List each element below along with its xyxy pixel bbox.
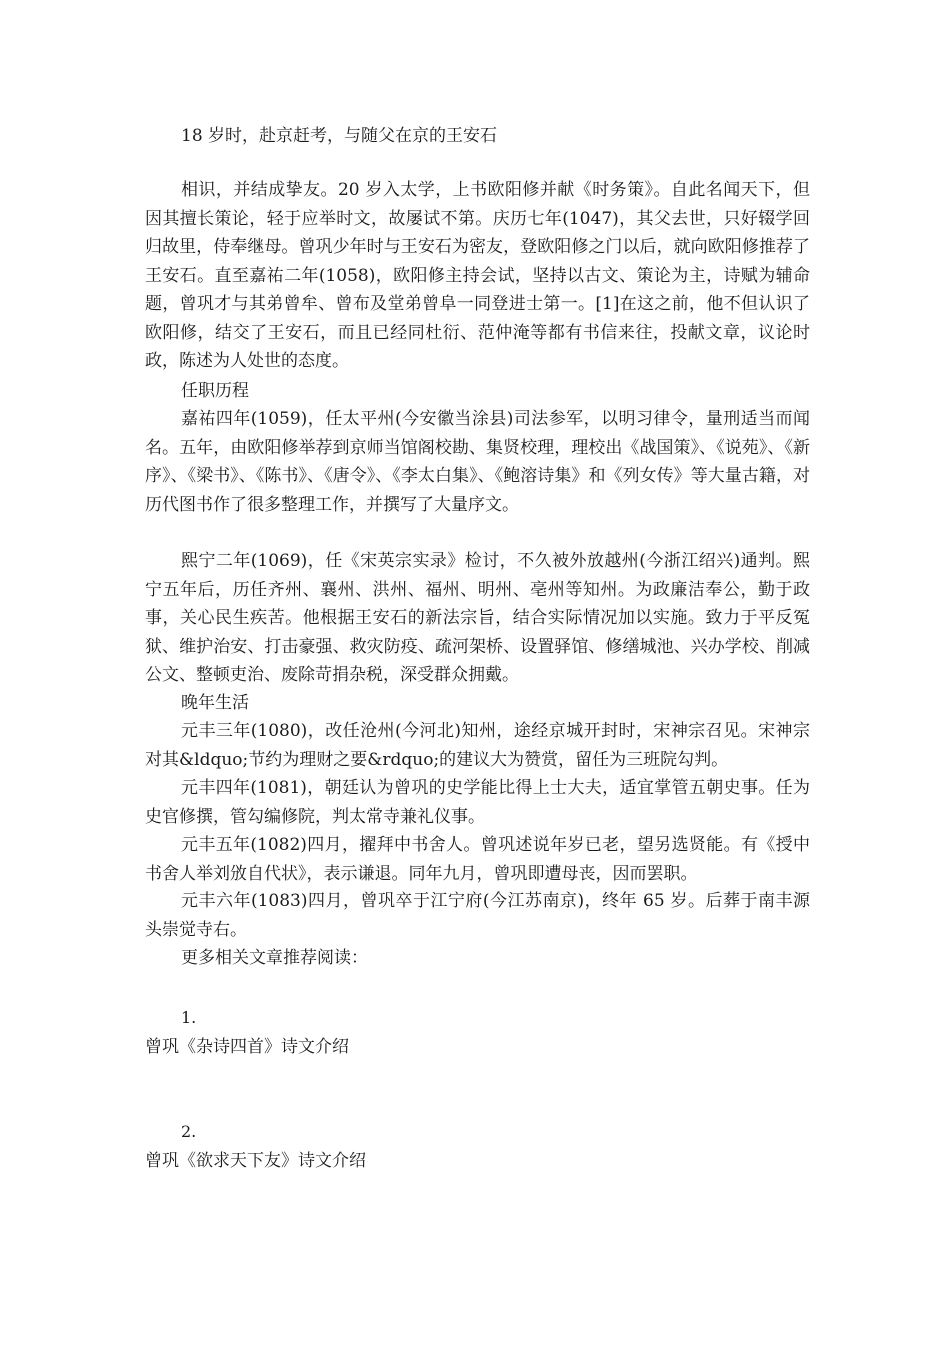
related-item-number: 2. <box>181 1122 197 1141</box>
paragraph-late-3: 元丰五年(1082)四月，擢拜中书舍人。曾巩述说年岁已老，望另选贤能。有《授中书舍人举刘攽自代状》，表示谦退。同年九月，曾巩即遭母丧，因而罢职。 <box>145 835 810 884</box>
section-heading-late-life: 晚年生活 <box>181 693 249 713</box>
paragraph-late-4: 元丰六年(1083)四月，曾巩卒于江宁府(今江苏南京)，终年 65 岁。后葬于南丰源头崇觉寺右。 <box>145 891 810 940</box>
intro-line: 18 岁时，赴京赶考，与随父在京的王安石 <box>181 126 498 146</box>
paragraph-career-2: 熙宁二年(1069)，任《宋英宗实录》检讨，不久被外放越州(今浙江绍兴)通判。熙宁五年后，历任齐州、襄州、洪州、福州、明州、亳州等知州。为政廉洁奉公，勤于政事，关心民生疾苦。他根据王安石的新法宗旨，结合实际情况加以实施。致力于平反冤狱、维护治安、打击豪强、救灾防疫、疏河架桥、设置驿馆、修缮城池、兴办学校、削减公文、整顿吏治、废除苛捐杂税，深受群众拥戴。 <box>145 551 810 685</box>
paragraph-career-1: 嘉祐四年(1059)，任太平州(今安徽当涂县)司法参军，以明习律令，量刑适当而闻名。五年，由欧阳修举荐到京师当馆阁校勘、集贤校理，理校出《战国策》、《说苑》、《新序》、《梁书》、《陈书》、《唐令》、《李太白集》、《鲍溶诗集》和《列女传》等大量古籍，对历代图书作了很多整理工作，并撰写了大量序文。 <box>145 409 810 515</box>
section-heading-career: 任职历程 <box>181 381 249 401</box>
more-reading-label: 更多相关文章推荐阅读： <box>181 948 368 968</box>
paragraph-late-2: 元丰四年(1081)，朝廷认为曾巩的史学能比得上士大夫，适宜掌管五朝史事。任为史官修撰，管勾编修院，判太常寺兼礼仪事。 <box>145 778 810 827</box>
related-item-number: 1. <box>181 1008 197 1027</box>
related-item-link[interactable]: 曾巩《欲求天下友》诗文介绍 <box>145 1151 366 1171</box>
related-item-link[interactable]: 曾巩《杂诗四首》诗文介绍 <box>145 1037 349 1057</box>
paragraph-early-life: 相识，并结成挚友。20 岁入太学，上书欧阳修并献《时务策》。自此名闻天下，但因其擅长策论，轻于应举时文，故屡试不第。庆历七年(1047)，其父去世，只好辍学回归故里，侍奉继母。曾巩少年时与王安石为密友，登欧阳修之门以后，就向欧阳修推荐了王安石。直至嘉祐二年(1058)，欧阳修主持会试，坚持以古文、策论为主，诗赋为辅命题，曾巩才与其弟曾牟、曾布及堂弟曾阜一同登进士第一。[1]在这之前，他不但认识了欧阳修，结交了王安石，而且已经同杜衍、范仲淹等都有书信来往，投献文章，议论时政，陈述为人处世的态度。 <box>145 180 810 371</box>
paragraph-late-1: 元丰三年(1080)，改任沧州(今河北)知州，途经京城开封时，宋神宗召见。宋神宗对其&ldquo;节约为理财之要&rdquo;的建议大为赞赏，留任为三班院勾判。 <box>145 721 810 770</box>
